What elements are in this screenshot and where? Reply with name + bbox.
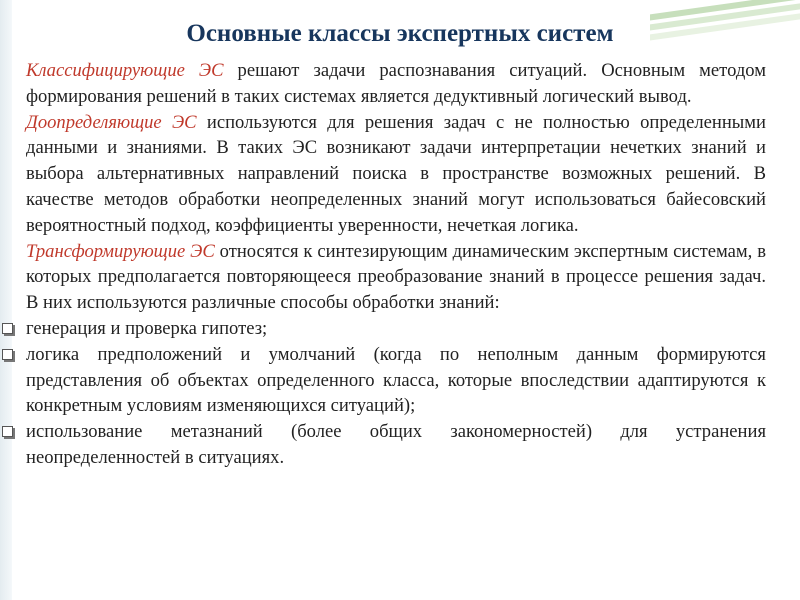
list-item: использование метазнаний (более общих закономерностей) для устранения неопределенностей в ситуациях. — [26, 419, 766, 471]
left-decor-band — [0, 0, 12, 600]
term-classifying: Классифицирующие ЭС — [26, 60, 224, 81]
slide-title: Основные классы экспертных систем — [186, 20, 614, 47]
term-transforming: Трансформирующие ЭС — [26, 240, 215, 262]
square-bullet-icon — [2, 323, 13, 334]
list-item: логика предположений и умолчаний (когда по неполным данным формируются представления об объектах определенного класса, которые впоследствии адаптируются к конкретным условиям изменяющихся ситуаций); — [26, 342, 766, 419]
paragraph-defining — [26, 110, 766, 239]
paragraph-classifying-text: решают задачи распознавания ситуаций. Основным методом формирования решений в таких системах является дедуктивный логический вывод. — [26, 60, 766, 107]
term-defining: Доопределяющие ЭС — [26, 111, 197, 133]
paragraph-defining-text: используются для решения задач с не полностью определенными данными и знаниями. В таких ЭС возникают задачи интерпретации нечетких знаний и выбора альтернативных направлений поиска в пространстве возможных решений. В качестве методов обработки неопределенных знаний могут использоваться байесовский вероятностный подход, коэффициенты уверенности, нечеткая логика. — [26, 111, 767, 236]
paragraph-classifying — [26, 58, 766, 110]
methods-list — [26, 316, 766, 471]
square-bullet-icon — [2, 426, 13, 437]
square-bullet-icon — [2, 349, 13, 360]
paragraph-transforming-text: относятся к синтезирующим динамическим экспертным системам, в которых предполагается повторяющееся преобразование знаний в процессе решения задач. В них используются различные способы обработки знаний: — [26, 240, 766, 314]
slide-content — [26, 58, 766, 471]
paragraph-transforming — [26, 239, 766, 316]
list-item: генерация и проверка гипотез; — [26, 316, 766, 342]
